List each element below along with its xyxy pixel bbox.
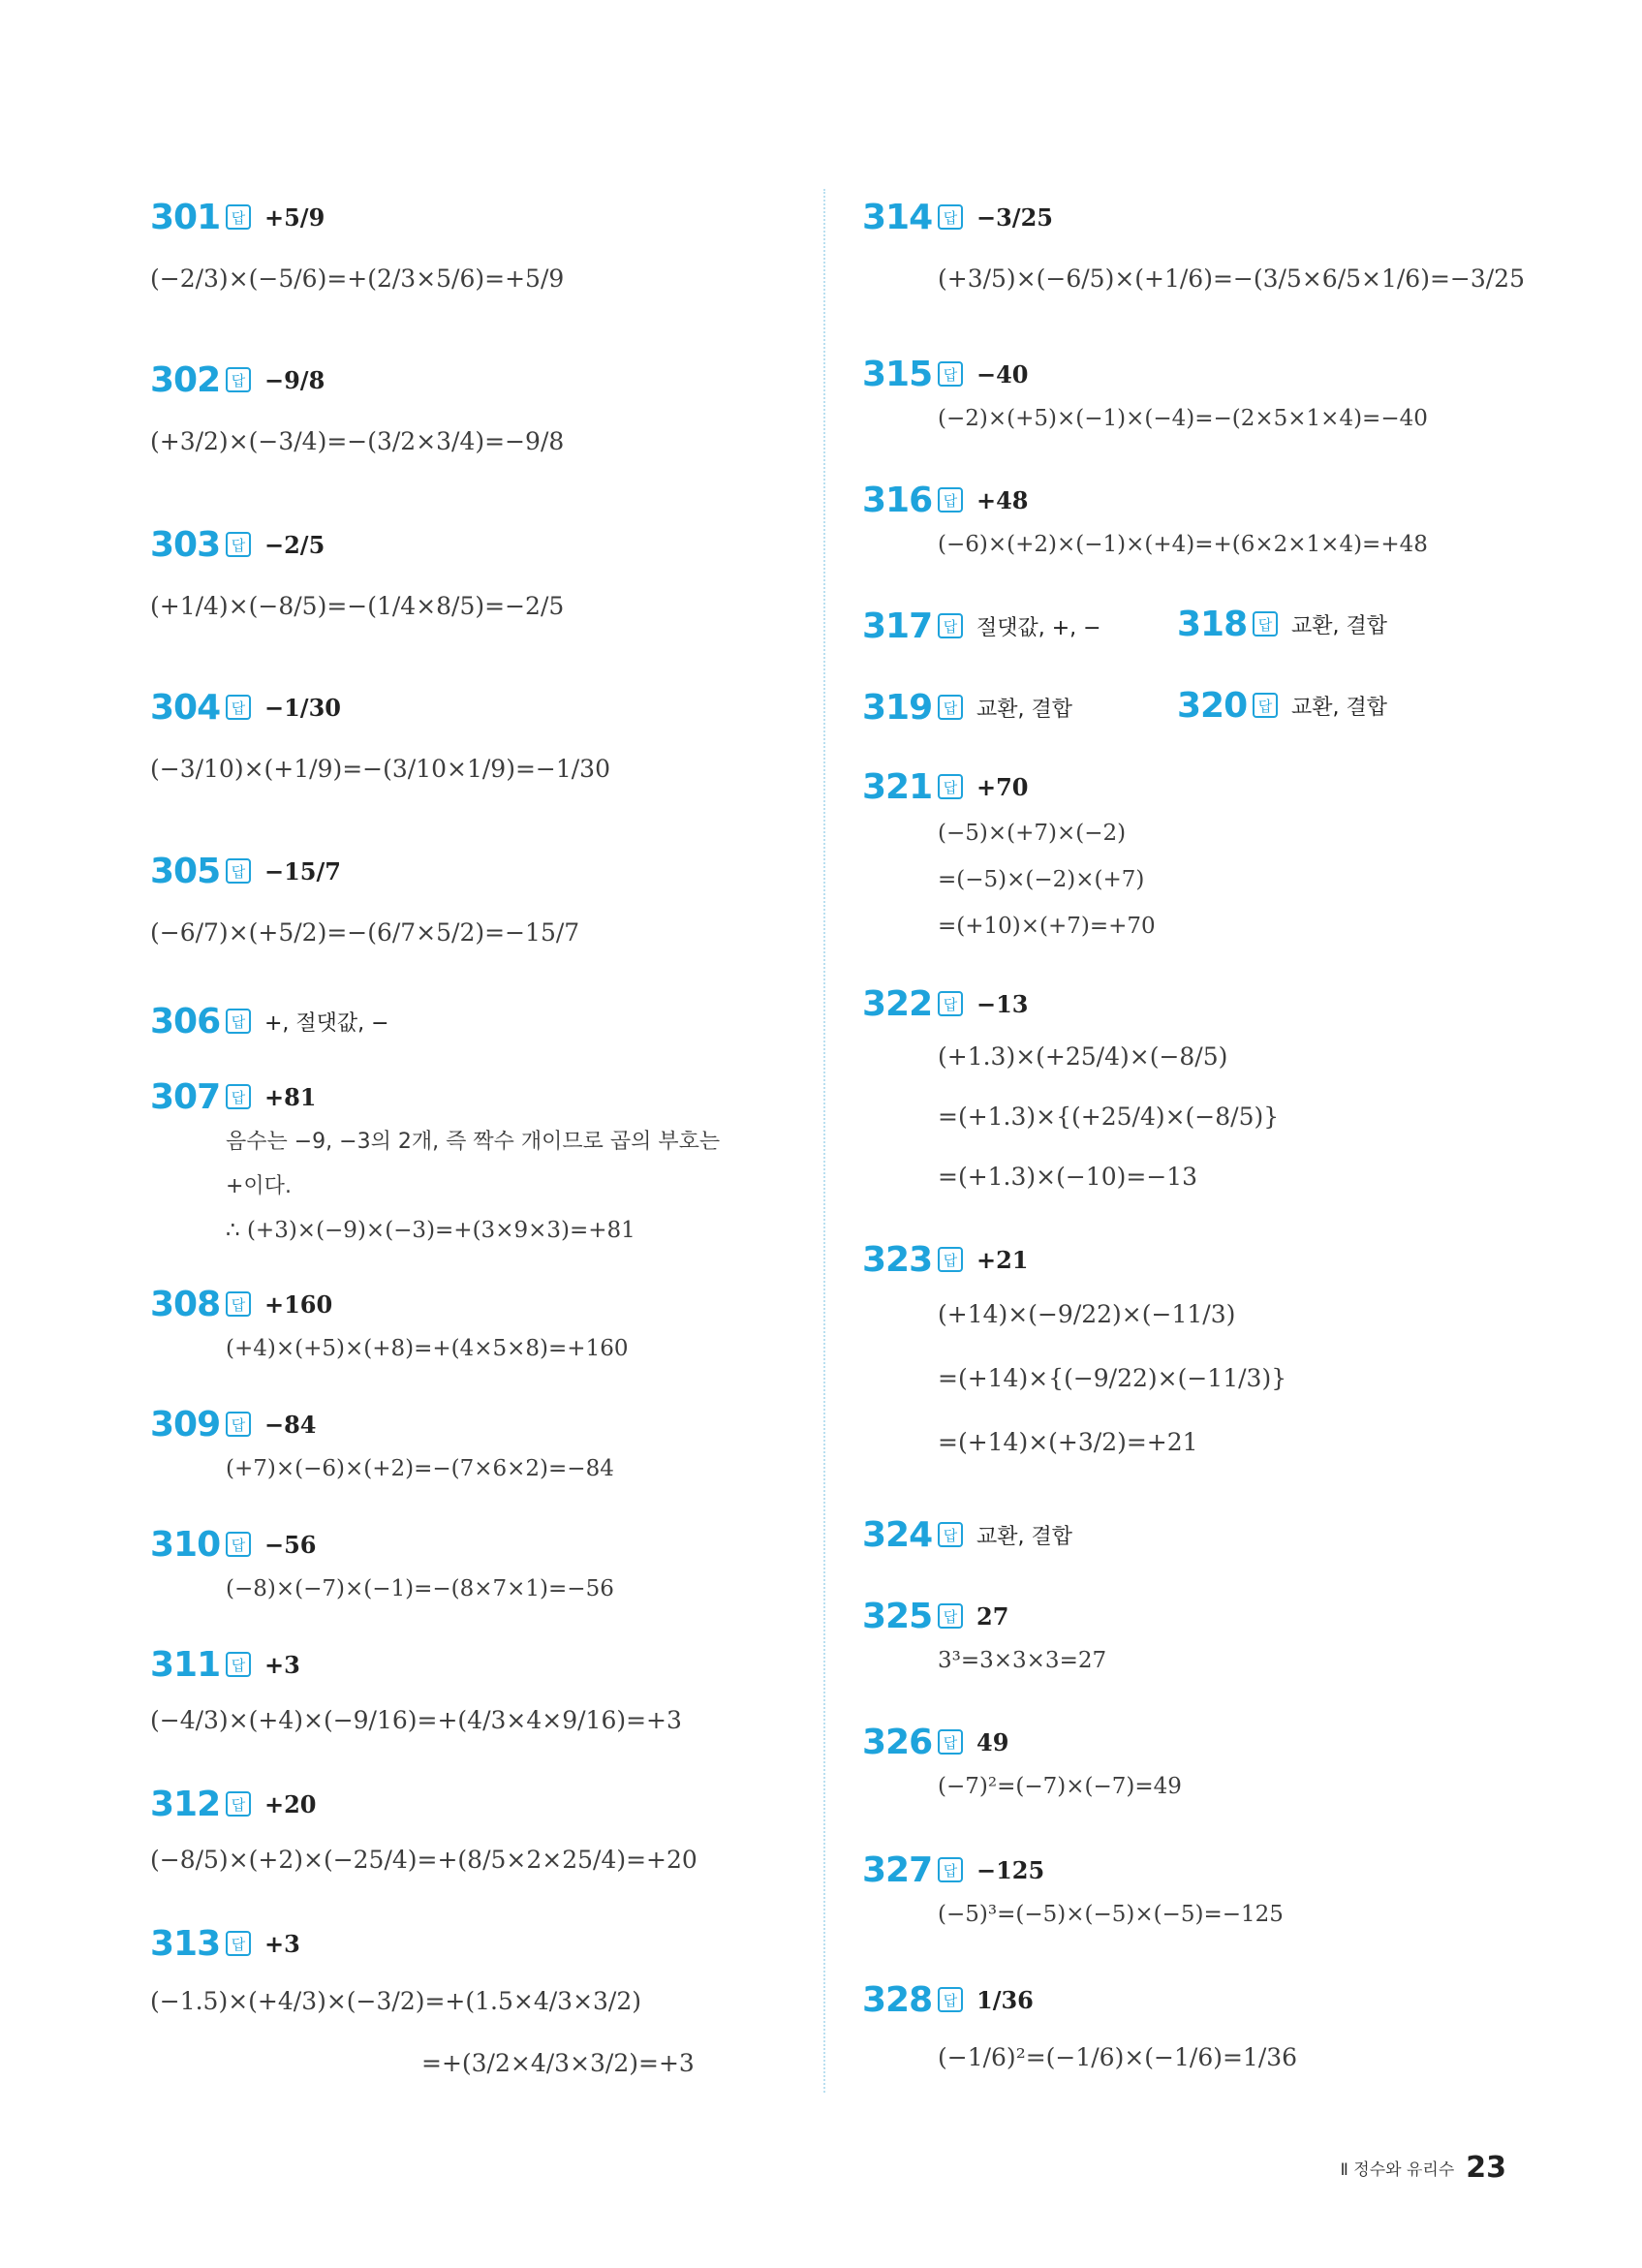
answer: +3 <box>264 1929 300 1958</box>
answer: 교환, 결합 <box>976 1524 1072 1549</box>
problem-304 <box>150 684 610 791</box>
answer-icon: 답 <box>226 1084 251 1109</box>
answer: +70 <box>976 772 1029 801</box>
problem-number: 317 <box>862 606 933 646</box>
solution-line: =+(3/2×4/3×3/2)=+3 <box>421 2049 695 2077</box>
solution-line: =(+10)×(+7)=+70 <box>938 914 1156 939</box>
solution: (−6/7)×(+5/2)=−(6/7×5/2)=−15/7 <box>150 918 580 947</box>
answer-icon: 답 <box>938 204 963 230</box>
problem-322 <box>862 980 1279 1207</box>
answer-icon: 답 <box>226 1291 251 1317</box>
problem-323 <box>862 1236 1286 1475</box>
problem-number: 303 <box>150 524 221 565</box>
problem-303 <box>150 521 564 628</box>
problem-306 <box>150 998 389 1044</box>
problem-317 <box>862 603 1101 649</box>
answer-icon: 답 <box>938 1247 963 1272</box>
problem-number: 310 <box>150 1524 221 1565</box>
problem-number: 306 <box>150 1001 221 1041</box>
problem-number: 304 <box>150 687 221 728</box>
answer: 절댓값, +, − <box>976 615 1101 640</box>
solution-line: =(−5)×(−2)×(+7) <box>938 867 1145 892</box>
answer-icon: 답 <box>226 367 251 392</box>
problem-number: 305 <box>150 851 221 891</box>
problem-number: 326 <box>862 1722 933 1762</box>
answer: −2/5 <box>264 530 325 559</box>
solution: (−1/6)²=(−1/6)×(−1/6)=1/36 <box>938 2043 1298 2071</box>
answer-icon: 답 <box>226 532 251 557</box>
answer-icon: 답 <box>938 774 963 799</box>
problem-327 <box>862 1847 1284 1936</box>
answer-icon: 답 <box>938 1729 963 1755</box>
answer-icon: 답 <box>226 1652 251 1677</box>
problem-number: 311 <box>150 1644 221 1685</box>
problem-number: 312 <box>150 1784 221 1824</box>
answer-icon: 답 <box>938 1857 963 1882</box>
problem-312 <box>150 1781 697 1881</box>
problem-number: 301 <box>150 197 221 237</box>
answer: +160 <box>264 1289 333 1319</box>
problem-number: 313 <box>150 1923 221 1964</box>
solution-line: 음수는 −9, −3의 2개, 즉 짝수 개이므로 곱의 부호는 <box>226 1130 721 1154</box>
answer: 1/36 <box>976 1985 1034 2014</box>
answer: −15/7 <box>264 856 341 885</box>
answer-icon: 답 <box>938 1987 963 2012</box>
problem-307 <box>150 1073 720 1252</box>
solution: (−8)×(−7)×(−1)=−(8×7×1)=−56 <box>226 1576 614 1601</box>
answer-icon: 답 <box>226 1931 251 1956</box>
answer: +5/9 <box>264 202 325 232</box>
problem-number: 308 <box>150 1284 221 1324</box>
solution-line: =(+14)×(+3/2)=+21 <box>938 1428 1198 1456</box>
solution: (−3/10)×(+1/9)=−(3/10×1/9)=−1/30 <box>150 755 610 783</box>
solution: (+1/4)×(−8/5)=−(1/4×8/5)=−2/5 <box>150 592 565 620</box>
answer: 27 <box>976 1601 1009 1631</box>
problem-316 <box>862 477 1428 566</box>
answer: +3 <box>264 1650 300 1679</box>
page-footer <box>1341 2151 1506 2185</box>
solution: (−2)×(+5)×(−1)×(−4)=−(2×5×1×4)=−40 <box>938 406 1428 431</box>
answer-icon: 답 <box>226 1791 251 1817</box>
solution: (+4)×(+5)×(+8)=+(4×5×8)=+160 <box>226 1336 629 1361</box>
problem-number: 321 <box>862 766 933 807</box>
answer: −40 <box>976 359 1029 388</box>
answer: −9/8 <box>264 365 325 394</box>
answer-icon: 답 <box>938 1603 963 1629</box>
answer: −1/30 <box>264 693 341 722</box>
problem-319 <box>862 684 1072 730</box>
answer: +20 <box>264 1789 317 1818</box>
answer-icon: 답 <box>1253 693 1278 718</box>
answer-icon: 답 <box>938 1522 963 1547</box>
problem-number: 307 <box>150 1076 221 1117</box>
solution: (−6)×(+2)×(−1)×(+4)=+(6×2×1×4)=+48 <box>938 532 1428 557</box>
problem-324 <box>862 1511 1072 1558</box>
solution: (+7)×(−6)×(+2)=−(7×6×2)=−84 <box>226 1456 614 1481</box>
section-title: Ⅱ 정수와 유리수 <box>1340 2160 1455 2180</box>
solution-line: (−5)×(+7)×(−2) <box>938 821 1127 846</box>
answer-icon: 답 <box>226 1532 251 1557</box>
solution: (−5)³=(−5)×(−5)×(−5)=−125 <box>938 1902 1284 1927</box>
problem-number: 314 <box>862 197 933 237</box>
answer: +21 <box>976 1245 1029 1274</box>
answer: 교환, 결합 <box>1291 695 1387 720</box>
answer-icon: 답 <box>938 361 963 387</box>
problem-number: 327 <box>862 1849 933 1890</box>
answer: −84 <box>264 1410 317 1439</box>
column-divider <box>823 189 825 2093</box>
answer: −3/25 <box>976 202 1053 232</box>
answer: −125 <box>976 1855 1045 1884</box>
problem-310 <box>150 1521 614 1610</box>
problem-number: 322 <box>862 983 933 1024</box>
answer: +48 <box>976 485 1029 514</box>
problem-313 <box>150 1920 695 2085</box>
problem-number: 309 <box>150 1404 221 1445</box>
solution-line: =(+1.3)×{(+25/4)×(−8/5)} <box>938 1103 1280 1131</box>
answer: 교환, 결합 <box>1291 613 1387 638</box>
answer: +81 <box>264 1082 317 1111</box>
answer: −13 <box>976 989 1029 1018</box>
problem-number: 302 <box>150 359 221 400</box>
answer: 49 <box>976 1727 1009 1756</box>
answer-icon: 답 <box>226 695 251 720</box>
answer-icon: 답 <box>938 613 963 638</box>
solution: (−2/3)×(−5/6)=+(2/3×5/6)=+5/9 <box>150 264 565 293</box>
problem-number: 316 <box>862 480 933 520</box>
problem-326 <box>862 1719 1182 1808</box>
problem-number: 320 <box>1177 685 1248 726</box>
solution-line: =(+14)×{(−9/22)×(−11/3)} <box>938 1364 1287 1392</box>
problem-number: 328 <box>862 1979 933 2020</box>
problem-314 <box>862 194 1525 300</box>
problem-301 <box>150 194 564 300</box>
solution-line: =(+1.3)×(−10)=−13 <box>938 1163 1198 1191</box>
solution-line: ∴ (+3)×(−9)×(−3)=+(3×9×3)=+81 <box>226 1218 635 1243</box>
solution: 3³=3×3×3=27 <box>938 1648 1107 1673</box>
answer: −56 <box>264 1530 317 1559</box>
solution-line: (+14)×(−9/22)×(−11/3) <box>938 1300 1236 1328</box>
solution-line: (−1.5)×(+4/3)×(−3/2)=+(1.5×4/3×3/2) <box>150 1987 642 2015</box>
solution: (−7)²=(−7)×(−7)=49 <box>938 1774 1182 1799</box>
problem-number: 323 <box>862 1239 933 1280</box>
solution-line: +이다. <box>226 1174 292 1198</box>
problem-320 <box>1177 682 1387 729</box>
page-number: 23 <box>1466 2151 1506 2185</box>
solution: (−8/5)×(+2)×(−25/4)=+(8/5×2×25/4)=+20 <box>150 1846 697 1874</box>
problem-309 <box>150 1401 614 1490</box>
solution: (+3/2)×(−3/4)=−(3/2×3/4)=−9/8 <box>150 427 565 455</box>
problem-315 <box>862 351 1428 440</box>
problem-325 <box>862 1593 1106 1682</box>
problem-number: 325 <box>862 1596 933 1636</box>
solution: (+3/5)×(−6/5)×(+1/6)=−(3/5×6/5×1/6)=−3/25 <box>938 264 1525 293</box>
answer-icon: 답 <box>226 1009 251 1034</box>
answer-icon: 답 <box>226 204 251 230</box>
answer-icon: 답 <box>226 858 251 884</box>
answer-icon: 답 <box>226 1412 251 1437</box>
answer: 교환, 결합 <box>976 697 1072 722</box>
problem-321 <box>862 763 1156 949</box>
answer-icon: 답 <box>938 487 963 513</box>
problem-318 <box>1177 601 1387 647</box>
solution-line: (+1.3)×(+25/4)×(−8/5) <box>938 1042 1228 1071</box>
answer-icon: 답 <box>938 695 963 720</box>
problem-305 <box>150 848 579 954</box>
problem-311 <box>150 1641 682 1742</box>
problem-328 <box>862 1976 1297 2079</box>
problem-number: 319 <box>862 687 933 728</box>
answer: +, 절댓값, − <box>264 1010 389 1036</box>
problem-number: 315 <box>862 354 933 394</box>
solution: (−4/3)×(+4)×(−9/16)=+(4/3×4×9/16)=+3 <box>150 1706 682 1734</box>
answer-icon: 답 <box>1253 611 1278 637</box>
problem-302 <box>150 357 564 463</box>
problem-number: 324 <box>862 1514 933 1555</box>
problem-308 <box>150 1281 628 1370</box>
problem-number: 318 <box>1177 604 1248 644</box>
answer-icon: 답 <box>938 991 963 1016</box>
